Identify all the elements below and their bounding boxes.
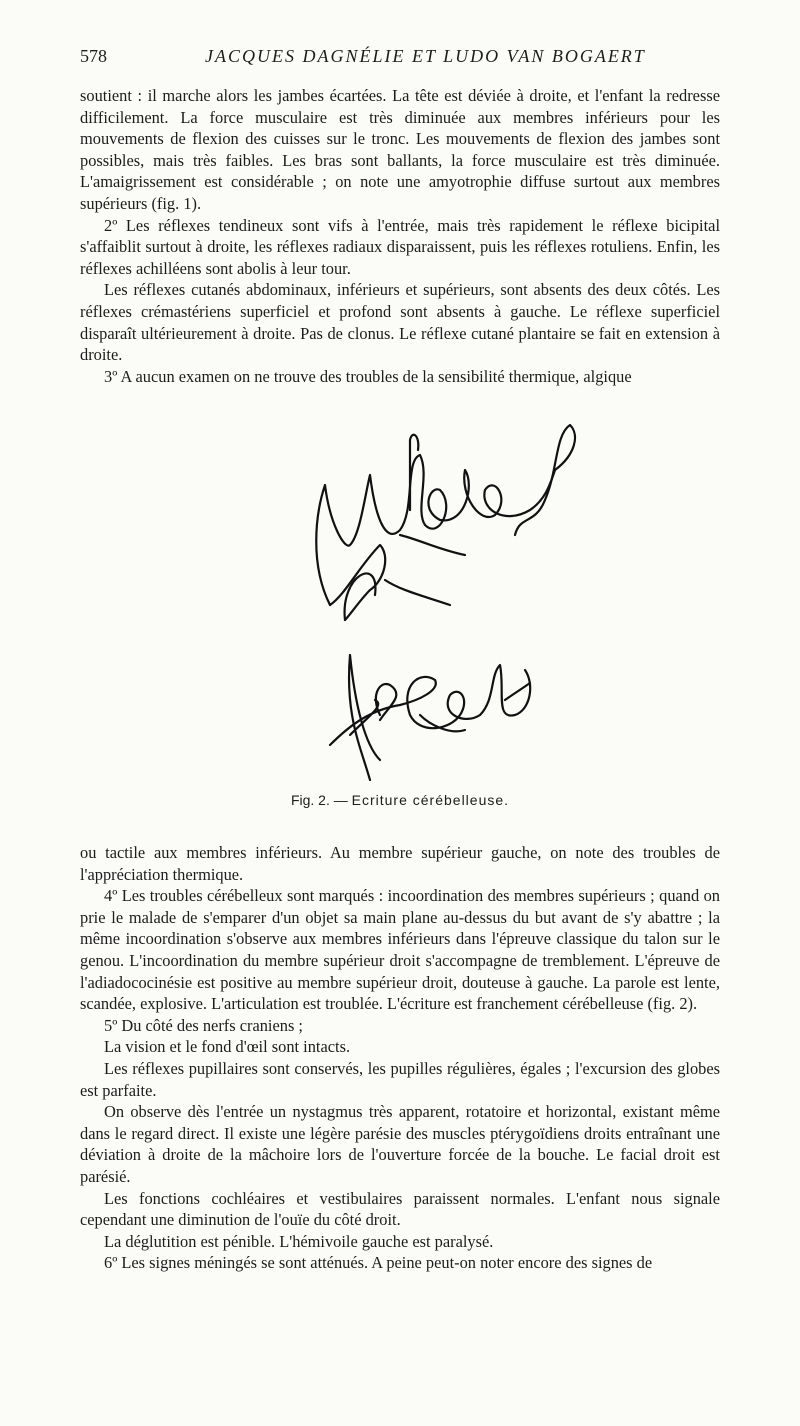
paragraph: 2º Les réflexes tendineux sont vifs à l'entrée, mais très rapidement le réflexe bicipital s'affaiblit surtout à droite, les réflexes radiaux disparaissent, puis les réflexes rotuliens. Enfin, les réflexes achilléens sont abolis à leur tour. [80,215,720,278]
paragraph: Les réflexes pupillaires sont conservés, les pupilles régulières, égales ; l'excursion des globes est parfaite. [80,1058,720,1100]
paragraph: soutient : il marche alors les jambes écartées. La tête est déviée à droite, et l'enfant la redresse difficilement. La force musculaire est très diminuée aux membres inférieurs pour les mouvements de flexion des cuisses sur le tronc. Les mouvements de flexion des jambes sont possibles, mais très faibles. Les bras sont ballants, la force musculaire est très diminuée. L'amaigrissement est considérable ; on note une amyotrophie diffuse surtout aux membres supérieurs (fig. 1). [80,86,720,213]
page-number: 578 [80,46,107,66]
paragraph: ou tactile aux membres inférieurs. Au membre supérieur gauche, on note des troubles de l'appréciation thermique. [80,843,720,884]
paragraph: 6º Les signes méningés se sont atténués. A peine peut-on noter encore des signes de [104,1253,653,1273]
paragraph: On observe dès l'entrée un nystagmus très apparent, rotatoire et horizontal, existant même dans le regard direct. Il existe une légère parésie des muscles ptérygoïdiens droits entraînant une déviation à droite de la mâchoire lors de l'ouverture forcée de la bouche. Le facial droit est parésié. [80,1102,720,1186]
paragraph: Les réflexes cutanés abdominaux, inférieurs et supérieurs, sont absents des deux côtés. Les réflexes crémastériens superficiel et profond sont absents à gauche. Le réflexe superficiel disparaît ultérieurement à droite. Pas de clonus. Le réflexe cutané plantaire se fait en extension à droite. [80,280,720,365]
paragraph: 4º Les troubles cérébelleux sont marqués : incoordination des membres supérieurs ; quand on prie le malade de s'emparer d'un objet sa main plane au-dessus du but avant de s'y abattre ; la même incoordination s'observe aux membres inférieurs dans l'épreuve classique du talon sur le genou. L'incoordination du membre supérieur droit s'accompagne de tremblement. L'épreuve de l'adiadococinésie est positive au membre supérieur droit, douteuse à gauche. La parole est lente, scandée, explosive. L'articulation est troublée. L'écriture est franchement cérébelleuse (fig. 2). [80,886,720,1014]
figure-caption-text: Ecriture cérébelleuse. [351,792,510,808]
figure-handwriting [290,415,590,790]
paragraph: 3º A aucun examen on ne trouve des troubles de la sensibilité thermique, algique [104,366,632,386]
figure-label: Fig. 2. — [290,792,348,808]
paragraph: 5º Du côté des nerfs craniens ; [104,1015,303,1035]
paragraph: La déglutition est pénible. L'hémivoile gauche est paralysé. [104,1231,494,1251]
paragraph: La vision et le fond d'œil sont intacts. [104,1037,351,1057]
text-block-top [80,85,720,387]
figure-caption [0,792,800,808]
paragraph: Les fonctions cochléaires et vestibulaires paraissent normales. L'enfant nous signale cependant une diminution de l'ouïe du côté droit. [80,1188,720,1230]
running-head: JACQUES DAGNÉLIE ET LUDO VAN BOGAERT [205,46,646,66]
handwriting-sample-image [290,415,590,790]
page-header [80,42,720,72]
text-block-bottom [80,842,720,1274]
